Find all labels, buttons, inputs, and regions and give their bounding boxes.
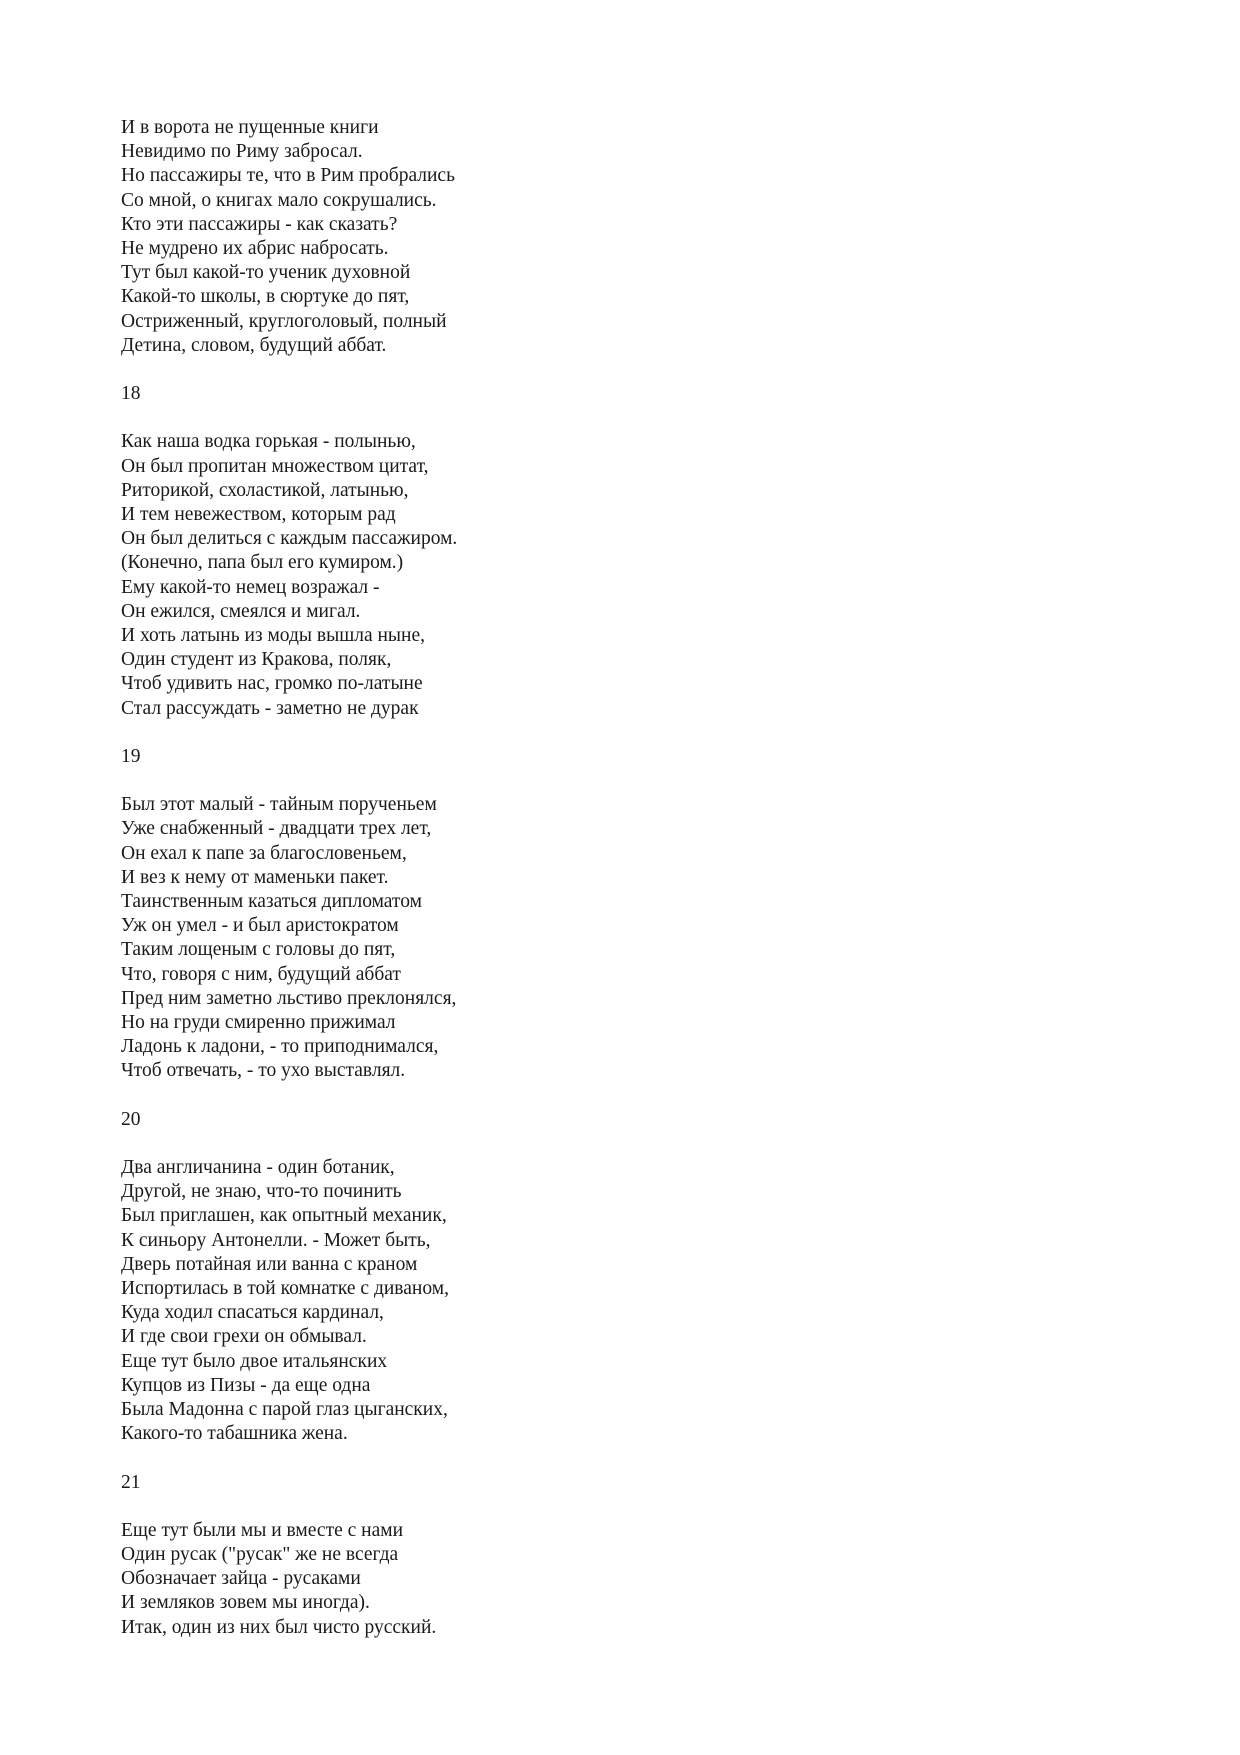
verse-line: Какого-то табашника жена. — [121, 1423, 348, 1445]
stanza-number: 18 — [121, 383, 141, 405]
verse-line: Стал рассуждать - заметно не дурак — [121, 697, 419, 719]
verse-line: И в ворота не пущенные книги — [121, 117, 379, 138]
verse-line: И хоть латынь из моды вышла ныне, — [121, 624, 425, 646]
verse-line: Один русак ("русак" же не всегда — [121, 1544, 399, 1566]
stanza-18 — [121, 382, 1021, 721]
verse-line: Как наша водка горькая - полынью, — [121, 431, 416, 453]
verse-line: Он ехал к папе за благословеньем, — [121, 842, 407, 864]
poem-text — [121, 116, 1021, 1640]
verse-line: Была Мадонна с парой глаз цыганских, — [121, 1398, 448, 1420]
verse-line: Был этот малый - тайным порученьем — [121, 794, 437, 816]
verse-line: Ему какой-то немец возражал - — [121, 576, 380, 598]
stanza-20 — [121, 1108, 1021, 1447]
verse-line: Два англичанина - один ботаник, — [121, 1157, 395, 1179]
verse-line: Уж он умел - и был аристократом — [121, 915, 399, 937]
verse-line: Риторикой, схоластикой, латынью, — [121, 479, 409, 501]
verse-line: Со мной, о книгах мало сокрушались. — [121, 189, 437, 211]
stanza-number: 21 — [121, 1471, 141, 1493]
verse-line: Таким лощеным с головы до пят, — [121, 939, 396, 961]
verse-line: И где свои грехи он обмывал. — [121, 1326, 367, 1348]
stanza-21 — [121, 1471, 1021, 1640]
verse-line: И тем невежеством, которым рад — [121, 504, 396, 525]
verse-line: Испортилась в той комнатке с диваном, — [121, 1278, 449, 1299]
verse-line: Но на груди смиренно прижимал — [121, 1011, 396, 1033]
stanza-19 — [121, 745, 1021, 1084]
verse-line: Другой, не знаю, что-то починить — [121, 1181, 402, 1203]
verse-line: Был приглашен, как опытный механик, — [121, 1205, 447, 1227]
verse-line: Куда ходил спасаться кардинал, — [121, 1302, 384, 1324]
verse-line: Он ежился, смеялся и мигал. — [121, 600, 361, 622]
verse-line: Тут был какой-то ученик духовной — [121, 262, 411, 284]
verse-line: Не мудрено их абрис набросать. — [121, 237, 389, 259]
verse-line: Еще тут были мы и вместе с нами — [121, 1519, 404, 1541]
verse-line: Обозначает зайца - русаками — [121, 1568, 361, 1590]
verse-line: Еще тут было двое итальянских — [121, 1350, 388, 1372]
verse-line: Остриженный, круглоголовый, полный — [121, 310, 447, 332]
verse-line: Таинственным казаться дипломатом — [121, 891, 422, 912]
verse-line: К синьору Антонелли. - Может быть, — [121, 1229, 431, 1251]
stanza-17-continuation — [121, 116, 1021, 358]
verse-line: Уже снабженный - двадцати трех лет, — [121, 818, 432, 840]
stanza-number: 19 — [121, 745, 141, 767]
stanza-number: 20 — [121, 1108, 141, 1130]
verse-line: Итак, один из них был чисто русский. — [121, 1616, 437, 1638]
verse-line: Детина, словом, будущий аббат. — [121, 334, 387, 356]
verse-line: Чтоб отвечать, - то ухо выставлял. — [121, 1060, 406, 1082]
verse-line: (Конечно, папа был его кумиром.) — [121, 552, 404, 574]
verse-line: Какой-то школы, в сюртуке до пят, — [121, 286, 410, 308]
verse-line: Чтоб удивить нас, громко по-латыне — [121, 673, 423, 695]
verse-line: Дверь потайная или ванна с краном — [121, 1253, 418, 1275]
verse-line: Он был пропитан множеством цитат, — [121, 455, 429, 477]
verse-line: И вез к нему от маменьки пакет. — [121, 866, 389, 888]
verse-line: Он был делиться с каждым пассажиром. — [121, 528, 458, 550]
verse-line: Один студент из Кракова, поляк, — [121, 649, 392, 671]
verse-line: Купцов из Пизы - да еще одна — [121, 1374, 371, 1396]
verse-line: Что, говоря с ним, будущий аббат — [121, 963, 401, 985]
verse-line: Кто эти пассажиры - как сказать? — [121, 213, 398, 235]
verse-line: Ладонь к ладони, - то приподнимался, — [121, 1036, 439, 1058]
verse-line: И земляков зовем мы иногда). — [121, 1592, 370, 1614]
verse-line: Но пассажиры те, что в Рим пробрались — [121, 165, 455, 187]
verse-line: Пред ним заметно льстиво преклонялся, — [121, 987, 457, 1009]
verse-line: Невидимо по Риму забросал. — [121, 141, 363, 163]
